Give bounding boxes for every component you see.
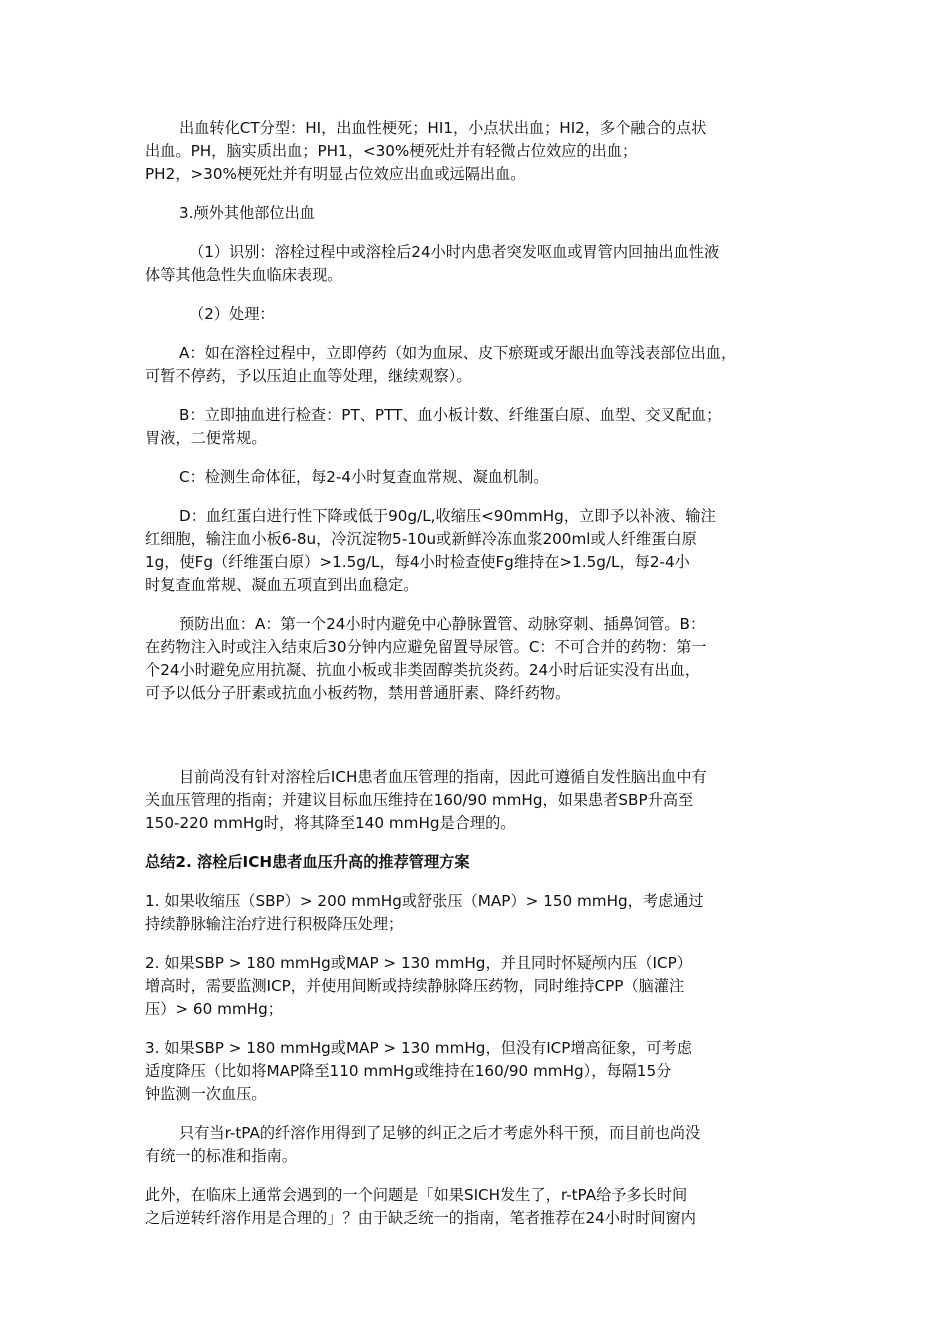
text-line: 红细胞，输注血小板6-8u，冷沉淀物5-10u或新鲜冷冻血浆200ml或人纤维蛋白原 xyxy=(145,530,697,548)
text-line: 适度降压（比如将MAP降至110 mmHg或维持在160/90 mmHg），每隔15分 xyxy=(145,1062,672,1080)
paragraph-summary-2 xyxy=(145,851,807,874)
paragraph-bp-guideline xyxy=(145,766,807,835)
text-line: 胃液，二便常规。 xyxy=(145,429,267,447)
text-line: 3.颅外其他部位出血 xyxy=(179,204,315,222)
text-line: 1g，使Fg（纤维蛋白原）>1.5g/L，每4小时检查使Fg维持在>1.5g/L，每2-4小 xyxy=(145,553,690,571)
text-line: 此外，在临床上通常会遇到的一个问题是「如果SICH发生了，r-tPA给予多长时间 xyxy=(145,1186,688,1204)
paragraph-ct-types xyxy=(145,117,807,186)
paragraph-surgery xyxy=(145,1122,807,1168)
document-page xyxy=(145,117,807,1246)
text-line: A：如在溶栓过程中，立即停药（如为血尿、皮下瘀斑或牙龈出血等浅表部位出血， xyxy=(179,344,737,362)
text-line: 体等其他急性失血临床表现。 xyxy=(145,266,343,284)
text-line: 可暂不停药，予以压迫止血等处理，继续观察）。 xyxy=(145,367,472,385)
paragraph-handle xyxy=(145,303,807,326)
paragraph-step-c xyxy=(145,466,807,489)
text-line: 目前尚没有针对溶栓后ICH患者血压管理的指南，因此可遵循自发性脑出血中有 xyxy=(179,768,707,786)
text-line: 1. 如果收缩压（SBP）> 200 mmHg或舒张压（MAP）> 150 mmHg，考虑通过 xyxy=(145,892,704,910)
text-line: 只有当r-tPA的纤溶作用得到了足够的纠正之后才考虑外科干预，而目前也尚没 xyxy=(179,1124,701,1142)
paragraph-step-d xyxy=(145,505,807,597)
paragraph-step-b xyxy=(145,404,807,450)
text-line: 150-220 mmHg时，将其降至140 mmHg是合理的。 xyxy=(145,814,516,832)
text-line: 在药物注入时或注入结束后30分钟内应避免留置导尿管。C：不可合并的药物：第一 xyxy=(145,638,707,656)
text-line: 3. 如果SBP > 180 mmHg或MAP > 130 mmHg，但没有ICP增高征象，可考虑 xyxy=(145,1039,692,1057)
paragraph-step-a xyxy=(145,342,807,388)
text-line: （1）识别：溶栓过程中或溶栓后24小时内患者突发呕血或胃管内回抽出血性液 xyxy=(189,243,720,261)
text-line: 2. 如果SBP > 180 mmHg或MAP > 130 mmHg，并且同时怀疑颅内压（ICP） xyxy=(145,954,692,972)
text-line: 关血压管理的指南；并建议目标血压维持在160/90 mmHg，如果患者SBP升高至 xyxy=(145,791,694,809)
text-line: （2）处理： xyxy=(189,305,275,323)
text-line: 可予以低分子肝素或抗血小板药物，禁用普通肝素、降纤药物。 xyxy=(145,684,571,702)
text-line: 有统一的标准和指南。 xyxy=(145,1147,297,1165)
text-line: 预防出血：A：第一个24小时内避免中心静脉置管、动脉穿刺、插鼻饲管。B： xyxy=(179,615,706,633)
paragraph-gap xyxy=(145,721,807,766)
text-line: 持续静脉输注治疗进行积极降压处理； xyxy=(145,915,404,933)
paragraph-identify xyxy=(145,241,807,287)
text-line: 增高时，需要监测ICP，并使用间断或持续静脉降压药物，同时维持CPP（脑灌注 xyxy=(145,977,685,995)
paragraph-item-1 xyxy=(145,890,807,936)
paragraph-reverse xyxy=(145,1184,807,1230)
paragraph-item-2 xyxy=(145,952,807,1021)
text-line: 钟监测一次血压。 xyxy=(145,1085,267,1103)
paragraph-prevent xyxy=(145,613,807,705)
text-line: 出血转化CT分型：HI，出血性梗死；HI1，小点状出血；HI2，多个融合的点状 xyxy=(179,119,707,137)
text-line: 时复查血常规、凝血五项直到出血稳定。 xyxy=(145,576,419,594)
text-line: 压）> 60 mmHg； xyxy=(145,1000,283,1018)
text-line: 出血。PH，脑实质出血；PH1，<30%梗死灶并有轻微占位效应的出血； xyxy=(145,142,638,160)
text-line: 之后逆转纤溶作用是合理的」？由于缺乏统一的指南，笔者推荐在24小时时间窗内 xyxy=(145,1209,696,1227)
paragraph-item-3 xyxy=(145,1037,807,1106)
text-line: C：检测生命体征，每2-4小时复查血常规、凝血机制。 xyxy=(179,468,549,486)
paragraph-section-3 xyxy=(145,202,807,225)
text-line: PH2，>30%梗死灶并有明显占位效应出血或远隔出血。 xyxy=(145,165,526,183)
text-line: 总结2. 溶栓后ICH患者血压升高的推荐管理方案 xyxy=(145,853,470,871)
text-line: B：立即抽血进行检查：PT、PTT、血小板计数、纤维蛋白原、血型、交叉配血； xyxy=(179,406,722,424)
text-line: D：血红蛋白进行性下降或低于90g/L,收缩压<90mmHg，立即予以补液、输注 xyxy=(179,507,716,525)
text-line: 个24小时避免应用抗凝、抗血小板或非类固醇类抗炎药。24小时后证实没有出血， xyxy=(145,661,701,679)
